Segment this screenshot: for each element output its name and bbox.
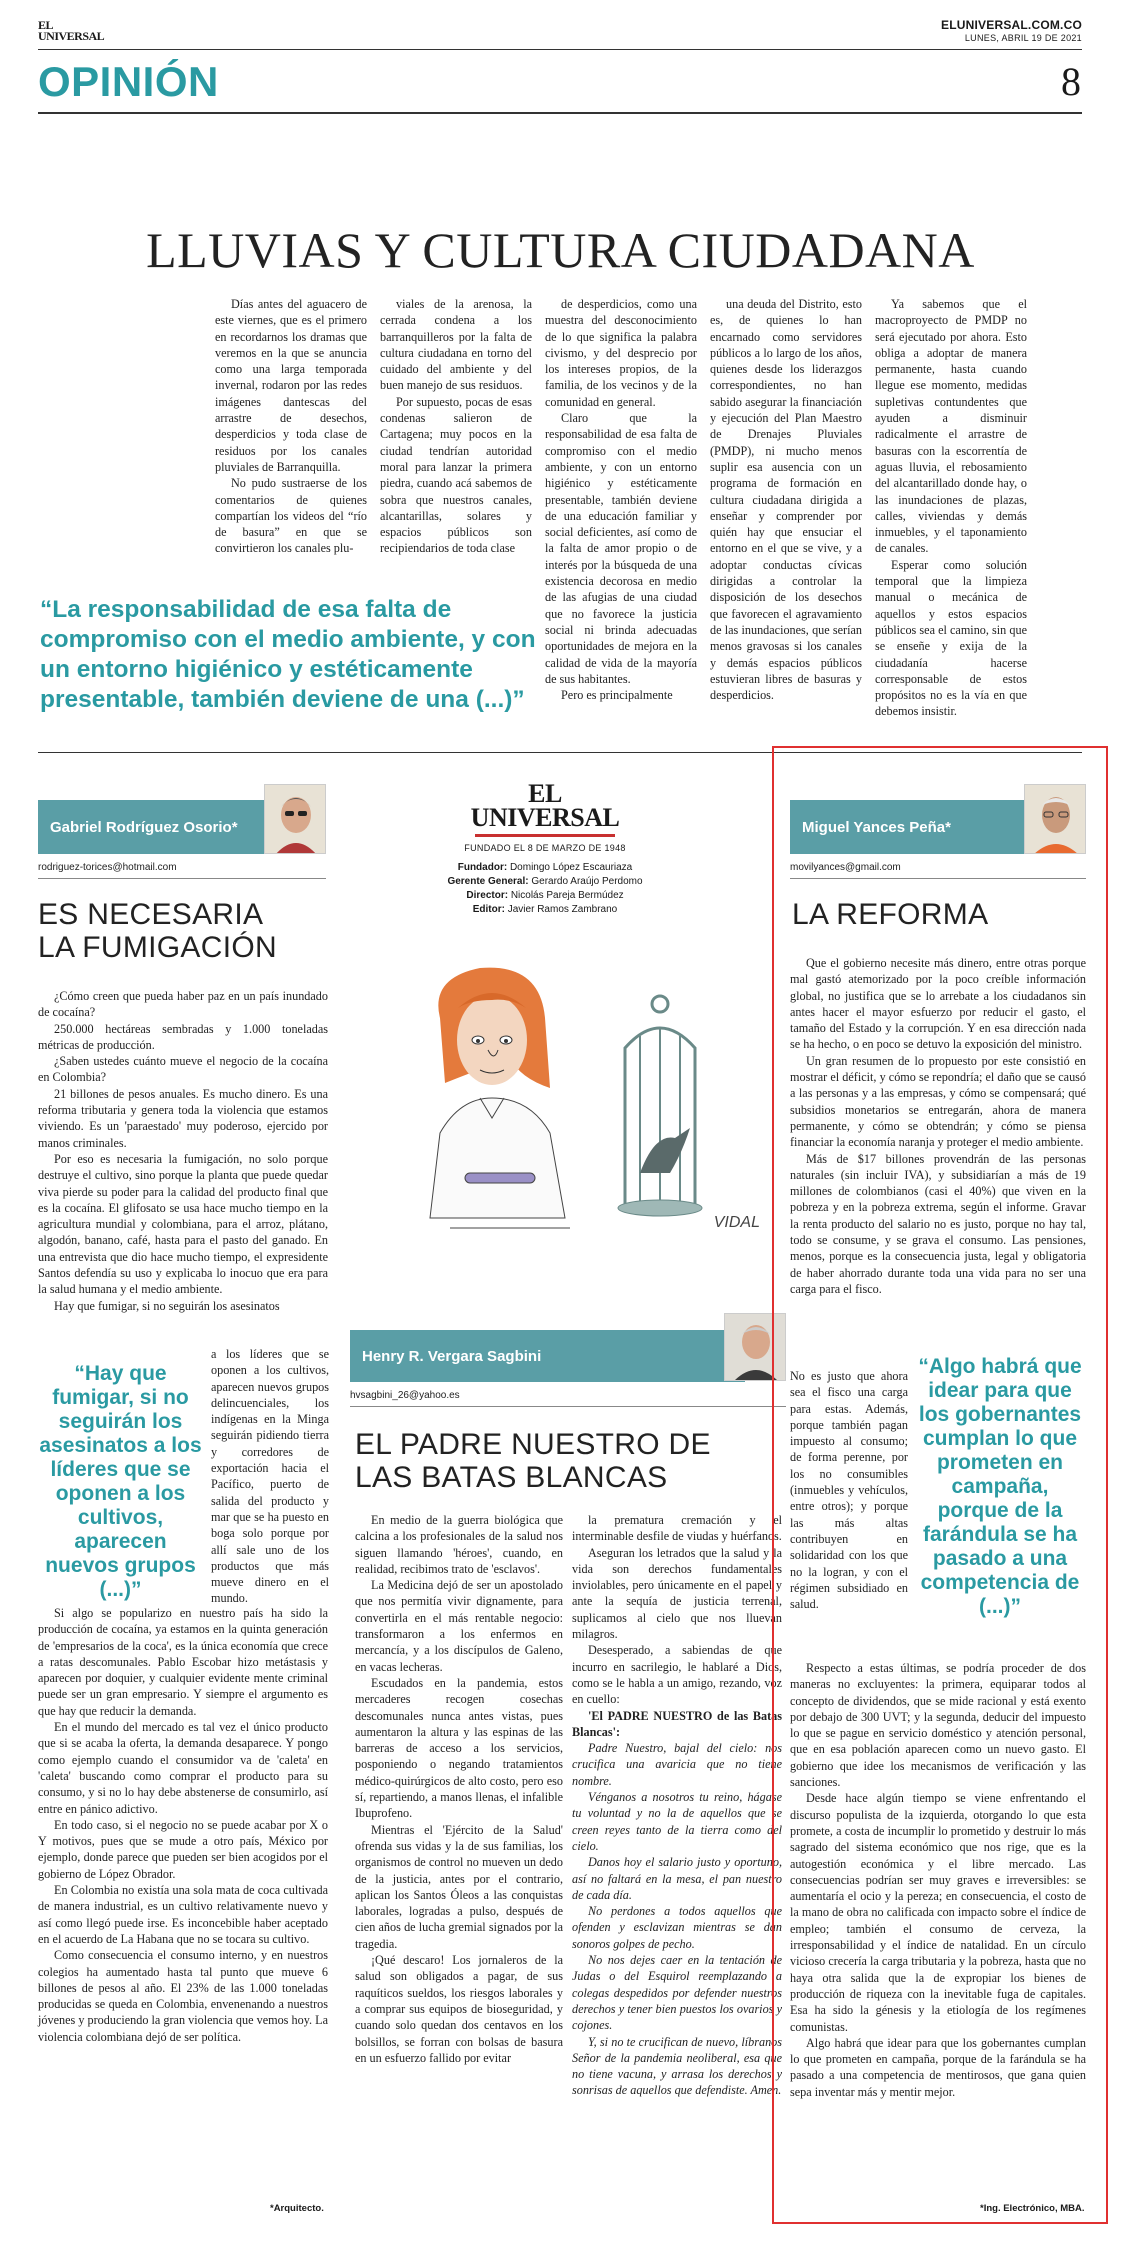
- paragraph: Aseguran los letrados que la salud y la vida son derechos fundamentales inviolables, pero únicamente en el papel y ante la sequía de justicia terrenal, suplicamos al cielo que nos lluevan milagros.: [572, 1545, 782, 1642]
- left-article-title: ES NECESARIA LA FUMIGACIÓN: [38, 898, 277, 964]
- right-author-name: Miguel Yances Peña*: [802, 818, 951, 836]
- paragraph: Danos hoy el salario justo y oportuno, así no faltará en la mesa, el pan nuestro de cada día.: [572, 1855, 782, 1902]
- editorial-column: [710, 296, 862, 703]
- masthead-credit-row: [395, 903, 695, 917]
- left-side-text: a los líderes que se oponen a los cultivos, aparecen nuevos grupos delincuenciales, los indígenas en la Minga seguirán pidiendo tierra y corredores de exportación hacia el Pacífico, puerto de salida del producto y mar que se ha puesto en boga solo porque por allí sale uno de los productos que más mueve dinero en el mundo.: [211, 1347, 329, 1606]
- paragraph: Que el gobierno necesite más dinero, entre otras porque mal gastó atemorizado por la poco creíble información global, no justifica que se lo arrebate a los ciudadanos sin antes hacer el mayor esfuerzo por reducir el gasto, el tamaño del Estado y la corrupción. Y en esa dirección nada se ha hecho, o en poco se detuvo la exposición del ministro.: [790, 956, 1086, 1052]
- paragraph: Si algo se popularizo en nuestro país ha sido la producción de cocaína, ya estamos en la quinta generación de 'empresarios de la coca', es la única economía que crece a ratas descomunales. Pablo Escobar hizo metástasis y aparecen por doquier, y cualquier evidente mente criminal puede ser un gran empresario. Y siempre el argumento es que hay que reducir la demanda.: [38, 1606, 328, 1718]
- paragraph: Como consecuencia el consumo interno, y en nuestros colegios ha aumentado hasta tal punto que mueve 6 billones de pesos al año. El 23% de las 1.000 toneladas producidas se queda en Colombia, envenenando a nuestros jóvenes y produciendo la gran violencia que vemos hoy. La violencia colombiana dejó de ser política.: [38, 1948, 328, 2044]
- section-rule: [38, 112, 1082, 114]
- paragraph: ¡Qué descaro! Los jornaleros de la salud son obligados a pagar, de sus raquíticos sueldos, los riesgos laborales y a comprar sus equipos de bioseguridad, y cuando solo quedan dos centavos en los bolsillos, se forran con bolsas de basura en un esfuerzo fallido por evitar: [355, 1953, 563, 2065]
- right-body-top: [790, 955, 1086, 1297]
- credit-value: Gerardo Araújo Perdomo: [531, 876, 643, 887]
- paragraph: una deuda del Distrito, esto es, de quienes lo han encarnado como servidores públicos a lo largo de los años, quienes desde los liderazgos correspondientes, no han sabido asegurar la financiación y ejecución del Plan Maestro de Drenajes Pluviales (PMDP), ni mucho menos suplir esa ausencia con un programa de formación en cultura ciudadana dirigida a enseñar y comprender por quién hay que ensuciar el entorno en el que se vive, y a adoptar conductas cívicas dirigidas a controlar la disposición de los desechos que favorecen el agravamiento de las inundaciones, que serían menos gravosas si los canales y demás espacios públicos estuvieran libres de basuras y desperdicios.: [710, 297, 862, 703]
- paragraph: Escudados en la pandemia, estos mercaderes recogen cosechas descomunales nunca antes vistas, pues aumentaron la altura y las espinas de las barreras de acceso a los servicios, posponiendo o negando tratamientos médico-quirúrgicos de alto costo, pero eso sí, repartiendo, a manos llenas, el infalible Ibuprofeno.: [355, 1675, 563, 1821]
- paragraph: La Medicina dejó de ser un apostolado que nos permitía vivir dignamente, para convertirla en el más rentable negocio: transformaron a los enfermos en mercancía, y a los discípulos de Galeno, en vacas lecheras.: [355, 1578, 563, 1674]
- masthead-credit-row: [395, 861, 695, 875]
- left-author-email[interactable]: rodriguez-torices@hotmail.com: [38, 862, 177, 873]
- paragraph: No perdones a todos aquellos que ofenden y esclavizan mientras se dan sonoros golpes de pecho.: [572, 1904, 782, 1951]
- paragraph: viales de la arenosa, la cerrada condena a los barranquilleros por la falta de cultura ciudadana en torno del cuidado del ambiente y del buen manejo de sus residuos.: [380, 297, 532, 393]
- left-body-bottom: [38, 1605, 328, 2045]
- paragraph: 'El PADRE NUESTRO de las Batas Blancas':: [572, 1708, 782, 1739]
- section-title: OPINIÓN: [38, 58, 219, 105]
- paragraph: de desperdicios, como una muestra del desconocimiento de lo que significa la palabra civismo, y del desprecio por los intereses propios, de la familia, de los vecinos y de la comunidad en general.: [545, 297, 697, 409]
- editorial-pull-quote: “La responsabilidad de esa falta de compromiso con el medio ambiente, y con un entorno higiénico y estéticamente presentable, también deviene de una (...)”: [40, 596, 536, 713]
- masthead-credits: [395, 861, 695, 917]
- masthead-credit-row: [395, 875, 695, 889]
- editorial-column: [545, 296, 697, 703]
- paragraph: ¿Saben ustedes cuánto mueve el negocio de la cocaína en Colombia?: [38, 1054, 328, 1085]
- paragraph: Respecto a estas últimas, se podría proceder de dos maneras no excluyentes: la primera, equiparar todos al concepto de dividendos, que se mide racional y está exento por debajo de 300 UVT; y la segunda, deducir del impuesto lo que se pague en servicio doméstico y atención personal, que en esa población aparecen como un nuevo gasto. El gobierno que idee los mecanismos de verificación y las sanciones.: [790, 1661, 1086, 1790]
- paragraph: Más de $17 billones provendrán de las personas naturales (sin incluir IVA), y subsidiarían a más de 19 millones de colombianos (casi el 40%) que viven en la pobreza y en la pobreza extrema, según el informe. Gravar la renta producto del salario no es justo, porque no hay tal, todo se consume, y se grava el consumo. Las pensiones, menos, porque es la consecuencia justa, legal y obligatoria de haber ahorrado durante toda una vida para no ser una carga para el fisco.: [790, 1151, 1086, 1296]
- paragraph: Pero es principalmente: [561, 688, 673, 703]
- paragraph: En el mundo del mercado es tal vez el único producto que si se acaba la oferta, la demanda desaparece. Y pongo como ejemplo cuando el consumidor va de 'caleta' en 'caleta' buscando como comprar el producto para su consumo, y si no lo hay debe abstenerse de consumirlo, así entre en pánico adictivo.: [38, 1720, 328, 1816]
- left-pull-quote: “Hay que fumigar, si no seguirán los asesinatos a los líderes que se oponen a los cultivos, aparecen nuevos grupos (...)”: [39, 1362, 202, 1601]
- left-footnote: *Arquitecto.: [270, 2203, 324, 2214]
- paragraph: Claro que la responsabilidad de esa falta de compromiso con el medio ambiente, y con un entorno higiénico y estéticamente presentable, también deviene de una educación familiar y social deficientes, así como de la falta de amor propio o de interés por la búsqueda de una existencia decorosa en medio de las afugias de una ciudad que no favorece la justicia social ni brinda adecuadas oportunidades de mejora en la calidad de vida de la mayoría de sus habitantes.: [545, 411, 697, 686]
- editorial-column: [380, 296, 532, 557]
- credit-value: Domingo López Escauriaza: [509, 862, 633, 873]
- paragraph: Desesperado, a sabiendas de que incurro en sacrilegio, le hablaré a Dios, como se le habla a un amigo, rezando, voz en cuello:: [572, 1643, 782, 1707]
- right-author-email[interactable]: movilyances@gmail.com: [790, 862, 901, 873]
- left-body-top: [38, 988, 328, 1314]
- paragraph: Desde hace algún tiempo se viene enfrentando el discurso populista de la izquierda, otorgando lo que esta promete, a costa de incumplir lo prometido y destruir lo más sagrado del sistema económico que nos rige, que es la autogestión económica y el libre mercado. Las consecuencias podrían ser muy graves e irreversibles: se aumentaría el ocio y la pereza; en consecuencia, el costo de la mano de obra no calificada con impacto sobre el índice de empleo; también el consumo de cerveza, la irresponsabilidad y el índice de natalidad. En un círculo vicioso crecería la carga tributaria y la pobreza, hasta que no haya otra salida que la de expropiar los bienes de producción de riqueza con la inevitable fuga de capitales. Esa ha sido la génesis y la etiología de los regímenes comunistas.: [790, 1791, 1086, 2034]
- paragraph: Hay que fumigar, si no seguirán los asesinatos: [54, 1298, 280, 1313]
- center-author-banner: [350, 1330, 745, 1382]
- paragraph: Días antes del aguacero de este viernes, que es el primero en recordarnos los dramas que veremos en la que se anuncia como una larga temporada invernal, rodaron por las redes imágenes dantescas del arrastre de desechos, desperdicios y toda clase de residuos por los canales pluviales de Barranquilla.: [215, 297, 367, 474]
- left-author-name: Gabriel Rodríguez Osorio*: [50, 818, 238, 836]
- paragraph: Algo habrá que idear para que los gobernantes cumplan lo que prometen en campaña, porque de la farándula se ha pasado a una competencia de mentirosos, que gana quien sepa inventar más y mentir mejor.: [790, 2035, 1086, 2099]
- paragraph: En Colombia no existía una sola mata de coca cultivada de manera industrial, es un cultivo relativamente nuevo y así como llegó puede irse. Es inconcebible haber aceptado en el acuerdo de La Habana que no se tocara su cultivo.: [38, 1883, 328, 1946]
- center-author-email[interactable]: hvsagbini_26@yahoo.es: [350, 1390, 460, 1401]
- center-body-col2: [572, 1512, 782, 2099]
- paragraph: Y, si no te crucifican de nuevo, líbranos Señor de la pandemia neoliberal, esa que no tiene vacuna, y arrasa los derechos y sonrisas de aquellos que defendiste. Amen.: [572, 2034, 782, 2098]
- left-author-banner: [38, 800, 283, 854]
- header-logo: EL UNIVERSAL: [38, 18, 105, 44]
- left-author-avatar: [264, 784, 326, 854]
- editorial-cartoon: [370, 958, 800, 1283]
- paragraph: Vénganos a nosotros tu reino, hágase tu voluntad y no la de aquellos que se creen reyes tanto de la tierra como del cielo.: [572, 1790, 782, 1853]
- right-author-avatar: [1024, 784, 1086, 854]
- right-pull-quote: “Algo habrá que idear para que los gobernantes cumplan lo que prometen en campaña, porque de la farándula se ha pasado a una competencia de (...)”: [918, 1355, 1082, 1618]
- paragraph: En medio de la guerra biológica que calcina a los profesionales de la salud nos siguen llamando 'héroes', cuando, en realidad, recibimos trato de 'esclavos'.: [355, 1513, 563, 1576]
- paragraph: En todo caso, si el negocio no se puede acabar por X o Y motivos, pues que se mude a otro país, México por ejemplo, donde parece que pueden ser bien acogidos por el gobierno de López Obrador.: [38, 1817, 328, 1881]
- masthead-credit-row: [395, 889, 695, 903]
- right-email-rule: [790, 878, 1086, 879]
- credit-label: Director:: [466, 890, 511, 901]
- credit-value: Javier Ramos Zambrano: [507, 904, 618, 915]
- paragraph: 21 billones de pesos anuales. Es mucho dinero. Es una reforma tributaria y genera toda la violencia que estamos viviendo. Es un 'paraestado' muy poderoso, ejercido por manos criminales.: [38, 1086, 328, 1150]
- paragraph: Padre Nuestro, bajal del cielo: nos crucifica una avaricia que no tiene nombre.: [572, 1741, 782, 1788]
- paragraph: Ya sabemos que el macroproyecto de PMDP no será ejecutado por ahora. Esto obliga a adoptar de manera permanente, hasta cuando llegue ese momento, medidas supletivas contundentes que ayuden a disminuir radicalmente el arrastre de basuras con la escorrentía de aguas lluvia, el rebosamiento del alcantarillado donde hay, o las inundaciones de plazas, calles, viviendas y demás inmuebles, y el taponamiento de canales.: [875, 297, 1027, 556]
- credit-value: Nicolás Pareja Bermúdez: [510, 890, 624, 901]
- paragraph: Un gran resumen de lo propuesto por este consistió en mostrar el déficit, y cómo se repondría; el daño que se causó a las personas y a las empresas, y cómo se compensará; qué subsidios monetarios se entregarán, ahora de manera permanente, y cómo se obtendrán; y cómo se piensa financiar la economía naranja y proteger el medio ambiente.: [790, 1053, 1086, 1150]
- paragraph: la prematura cremación y el interminable desfile de viudas y huérfanos.: [572, 1513, 782, 1544]
- paragraph: ¿Cómo creen que pueda haber paz en un país inundado de cocaína?: [38, 989, 328, 1020]
- paragraph: Por eso es necesaria la fumigación, no solo porque destruye el cultivo, sino porque la planta que puede quedar viva pierde su poder para la calidad del producto final que es la cocaína. El glifosato se usa hace mucho tiempo en la agricultura mundial y colombiana, para el arroz, plátano, algodón, banano, café, hasta para el pasto del ganado. En una entrevista que dio hace mucho tiempo, el expresidente Santos defendía su uso y explicaba lo inocuo que era para la salud humana y el medio ambiente.: [38, 1151, 328, 1297]
- center-author-name: Henry R. Vergara Sagbini: [362, 1347, 542, 1365]
- left-email-rule: [38, 878, 326, 879]
- masthead-founded: FUNDADO EL 8 DE MARZO DE 1948: [464, 843, 626, 853]
- center-email-rule: [350, 1406, 786, 1407]
- paragraph: Mientras el 'Ejército de la Salud' ofrenda sus vidas y la de sus familias, los organismos de control no mueven un dedo de la justicia, antes por el contrario, aplican los Santos Óleos a las conquistas laborales, logradas a pulso, después de cien años de lucha gremial signados por la tragedia.: [355, 1822, 563, 1951]
- credit-label: Editor:: [472, 904, 508, 915]
- credit-label: Gerente General:: [447, 876, 532, 887]
- center-article-title: EL PADRE NUESTRO DE LAS BATAS BLANCAS: [355, 1428, 711, 1494]
- right-author-banner: [790, 800, 1045, 854]
- paragraph: No pudo sustraerse de los comentarios de quienes compartían los videos del “río de basura” en que se convirtieron los canales plu-: [215, 476, 367, 556]
- right-footnote: *Ing. Electrónico, MBA.: [980, 2203, 1085, 2214]
- masthead-logo: EL UNIVERSAL: [470, 779, 620, 832]
- page-number: 8: [1061, 59, 1081, 104]
- right-body-bottom: [790, 1660, 1086, 2100]
- paragraph: 250.000 hectáreas sembradas y 1.000 toneladas métricas de producción.: [38, 1021, 328, 1052]
- center-body-col1: [355, 1512, 563, 2066]
- masthead: [395, 779, 695, 917]
- header-date: LUNES, ABRIL 19 DE 2021: [964, 33, 1082, 43]
- cartoon-signature: VIDAL: [713, 1214, 760, 1231]
- editorial-column: [215, 296, 367, 557]
- right-article-title: LA REFORMA: [792, 898, 989, 931]
- header-rule: [38, 49, 1082, 50]
- paragraph: Por supuesto, pocas de esas condenas salieron de Cartagena; muy pocos en la ciudad tendrían autoridad moral para lanzar la primera piedra, cuando acá sabemos de sobra que nuestros canales, alcantarillas, solares y espacios públicos son recipiendarios de toda clase: [380, 394, 532, 556]
- paragraph: No nos dejes caer en la tentación de Judas o del Esquirol reemplazando a colegas despedidos por defender nuestros derechos y tener bien puestos los ovarios y cojones.: [572, 1953, 782, 2033]
- editorial-title: LLUVIAS Y CULTURA CIUDADANA: [146, 222, 975, 278]
- credit-label: Fundador:: [457, 862, 510, 873]
- header-site[interactable]: ELUNIVERSAL.COM.CO: [941, 18, 1082, 32]
- right-side-text: No es justo que ahora sea el fisco una carga para estas. Además, porque también pagan impuesto al consumo; de forma perenne, por los no consumibles (inmuebles y vehículos, entre otros); y porque las más altas contribuyen en solidaridad con los que no la logran, y con el régimen subsidiado en salud.: [790, 1369, 908, 1612]
- editorial-column: [875, 296, 1027, 720]
- paragraph: Esperar como solución temporal que la limpieza manual o mecánica de aquellos y estos espacios públicos sea el camino, sin que se enseñe y exija de la ciudadanía hacerse corresponsable de estos propósitos no es la vía en que debemos insistir.: [875, 557, 1027, 719]
